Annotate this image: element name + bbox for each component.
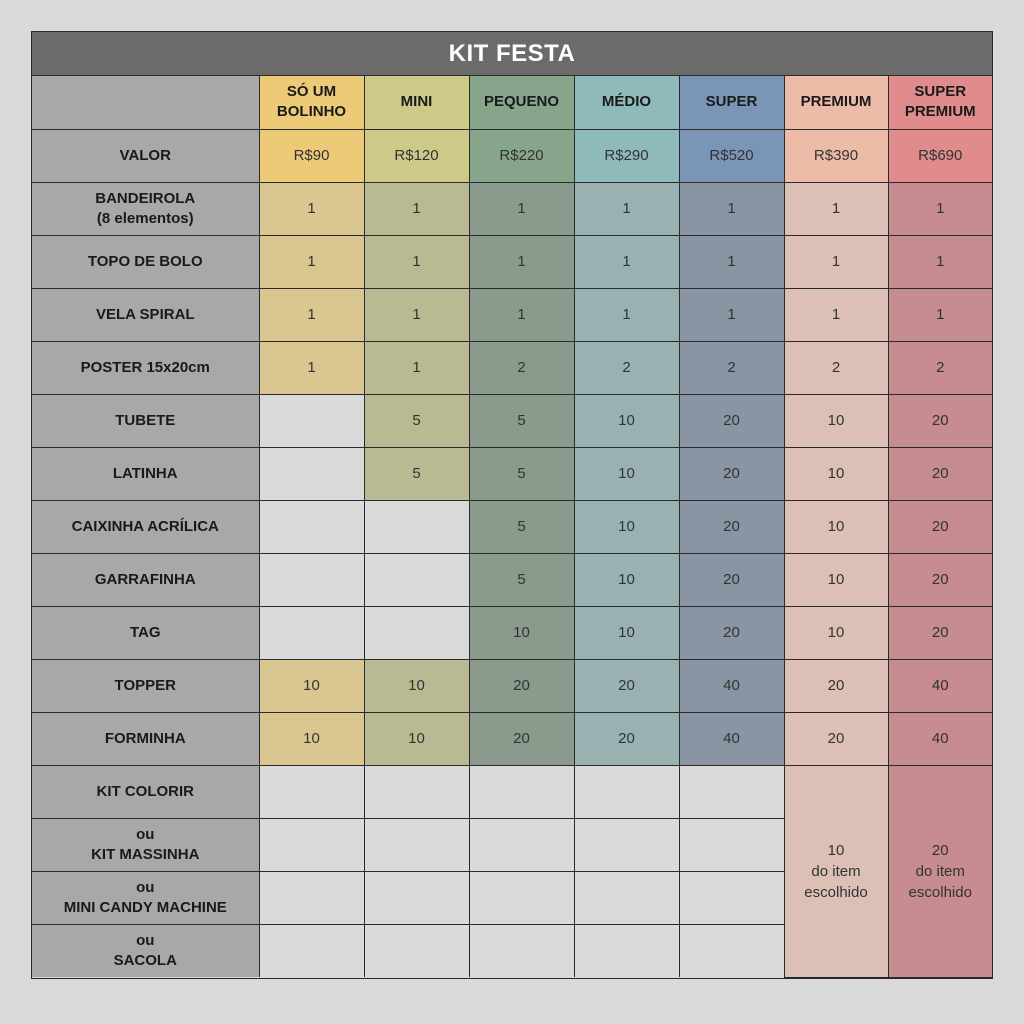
table-cell: 1 <box>888 182 992 235</box>
table-cell: 1 <box>259 288 364 341</box>
table-cell <box>259 924 364 977</box>
table-cell: R$390 <box>784 129 888 182</box>
table-cell: R$290 <box>574 129 679 182</box>
table-cell: R$520 <box>679 129 784 182</box>
table-cell <box>469 765 574 818</box>
row-label: VELA SPIRAL <box>32 288 259 341</box>
table-cell <box>574 871 679 924</box>
option-row <box>32 765 992 818</box>
table-cell: 1 <box>679 182 784 235</box>
table-cell: 1 <box>364 288 469 341</box>
table-cell <box>259 394 364 447</box>
table-cell: 1 <box>888 288 992 341</box>
row-label: ou SACOLA <box>32 924 259 977</box>
table-cell: 5 <box>469 500 574 553</box>
table-cell <box>259 818 364 871</box>
table-cell: 10 <box>784 553 888 606</box>
column-header-row <box>32 76 992 129</box>
table-cell <box>574 765 679 818</box>
table-cell <box>679 765 784 818</box>
table-cell: 1 <box>364 235 469 288</box>
table-cell: 40 <box>888 659 992 712</box>
table-cell: R$120 <box>364 129 469 182</box>
table-cell: 1 <box>784 182 888 235</box>
table-cell: 10 <box>364 712 469 765</box>
table-cell <box>469 871 574 924</box>
table-cell: 1 <box>679 288 784 341</box>
table-cell <box>259 500 364 553</box>
table-cell: 2 <box>469 341 574 394</box>
table-cell: 40 <box>888 712 992 765</box>
table-cell <box>364 765 469 818</box>
table-cell <box>469 924 574 977</box>
table-cell: 20 <box>888 500 992 553</box>
table-cell: 1 <box>469 288 574 341</box>
table-cell: 40 <box>679 659 784 712</box>
table-cell <box>259 765 364 818</box>
table-cell <box>364 818 469 871</box>
row-label: ou KIT MASSINHA <box>32 818 259 871</box>
table-cell: 10 <box>259 659 364 712</box>
table-cell <box>679 871 784 924</box>
table-cell <box>364 871 469 924</box>
table-cell: 10 <box>574 394 679 447</box>
column-header: PREMIUM <box>784 76 888 129</box>
table-cell: R$220 <box>469 129 574 182</box>
table-title: KIT FESTA <box>32 32 992 76</box>
table-cell: 10 <box>364 659 469 712</box>
table-cell <box>259 447 364 500</box>
row-label: BANDEIROLA (8 elementos) <box>32 182 259 235</box>
table-cell <box>364 500 469 553</box>
table-cell: 2 <box>574 341 679 394</box>
table-row <box>32 553 992 606</box>
row-label: FORMINHA <box>32 712 259 765</box>
table-cell: 1 <box>574 235 679 288</box>
table-cell <box>364 924 469 977</box>
table-row <box>32 447 992 500</box>
table-cell: 10 <box>784 606 888 659</box>
table-row <box>32 341 992 394</box>
table-cell: 5 <box>364 447 469 500</box>
table-cell <box>574 924 679 977</box>
table-cell: 10 <box>574 500 679 553</box>
table-cell: R$690 <box>888 129 992 182</box>
table-cell: 10 <box>784 394 888 447</box>
premium-option-cell: 10 do item escolhido <box>784 765 888 977</box>
table-cell: 10 <box>574 606 679 659</box>
table-cell <box>364 606 469 659</box>
table-cell: 10 <box>469 606 574 659</box>
table-cell: 1 <box>259 235 364 288</box>
row-label: KIT COLORIR <box>32 765 259 818</box>
table-cell: 10 <box>574 447 679 500</box>
table-cell: 20 <box>888 394 992 447</box>
column-header: SÓ UM BOLINHO <box>259 76 364 129</box>
table-cell: 1 <box>469 235 574 288</box>
table-cell: 1 <box>784 288 888 341</box>
table-cell: 20 <box>469 659 574 712</box>
table-cell: 1 <box>469 182 574 235</box>
table-cell: 20 <box>888 606 992 659</box>
row-label: GARRAFINHA <box>32 553 259 606</box>
column-header: PEQUENO <box>469 76 574 129</box>
table-cell: 5 <box>469 394 574 447</box>
row-label: TOPO DE BOLO <box>32 235 259 288</box>
table-cell: 1 <box>784 235 888 288</box>
table-cell: 10 <box>784 447 888 500</box>
table-cell: R$90 <box>259 129 364 182</box>
column-header: SUPER PREMIUM <box>888 76 992 129</box>
table-cell: 1 <box>364 182 469 235</box>
table-row <box>32 235 992 288</box>
row-label: POSTER 15x20cm <box>32 341 259 394</box>
table-cell: 20 <box>679 500 784 553</box>
column-header: MÉDIO <box>574 76 679 129</box>
table-cell: 20 <box>574 659 679 712</box>
table-cell <box>469 818 574 871</box>
table-cell <box>679 924 784 977</box>
table-cell: 5 <box>364 394 469 447</box>
table-row <box>32 500 992 553</box>
table-cell: 2 <box>888 341 992 394</box>
table-cell: 1 <box>574 182 679 235</box>
table-row <box>32 288 992 341</box>
table-cell: 20 <box>784 712 888 765</box>
corner-cell <box>32 76 259 129</box>
table-cell: 20 <box>888 447 992 500</box>
table-cell: 20 <box>679 606 784 659</box>
table-cell: 10 <box>259 712 364 765</box>
table-cell: 20 <box>679 394 784 447</box>
table-cell: 5 <box>469 553 574 606</box>
table-row <box>32 659 992 712</box>
row-label: LATINHA <box>32 447 259 500</box>
table-cell: 10 <box>574 553 679 606</box>
price-table <box>32 76 992 978</box>
table-cell: 40 <box>679 712 784 765</box>
column-header: SUPER <box>679 76 784 129</box>
table-cell <box>259 606 364 659</box>
table-cell: 20 <box>784 659 888 712</box>
table-cell: 2 <box>784 341 888 394</box>
table-row <box>32 606 992 659</box>
table-row <box>32 129 992 182</box>
table-cell <box>574 818 679 871</box>
table-cell: 1 <box>364 341 469 394</box>
table-cell: 1 <box>259 341 364 394</box>
table-cell: 1 <box>888 235 992 288</box>
table-cell <box>679 818 784 871</box>
column-header: MINI <box>364 76 469 129</box>
table-cell <box>364 553 469 606</box>
table-cell: 5 <box>469 447 574 500</box>
table-cell: 1 <box>574 288 679 341</box>
super-premium-option-cell: 20 do item escolhido <box>888 765 992 977</box>
row-label: TOPPER <box>32 659 259 712</box>
table-cell <box>259 553 364 606</box>
row-label: VALOR <box>32 129 259 182</box>
table-cell: 1 <box>259 182 364 235</box>
table-cell: 2 <box>679 341 784 394</box>
table-cell: 10 <box>784 500 888 553</box>
table-cell <box>259 871 364 924</box>
table-row <box>32 712 992 765</box>
row-label: TUBETE <box>32 394 259 447</box>
row-label: ou MINI CANDY MACHINE <box>32 871 259 924</box>
table-row <box>32 394 992 447</box>
table-cell: 20 <box>469 712 574 765</box>
table-cell: 20 <box>679 447 784 500</box>
row-label: TAG <box>32 606 259 659</box>
table-cell: 1 <box>679 235 784 288</box>
table-row <box>32 182 992 235</box>
kit-festa-table-frame <box>31 31 993 979</box>
table-cell: 20 <box>574 712 679 765</box>
table-cell: 20 <box>679 553 784 606</box>
table-cell: 20 <box>888 553 992 606</box>
row-label: CAIXINHA ACRÍLICA <box>32 500 259 553</box>
